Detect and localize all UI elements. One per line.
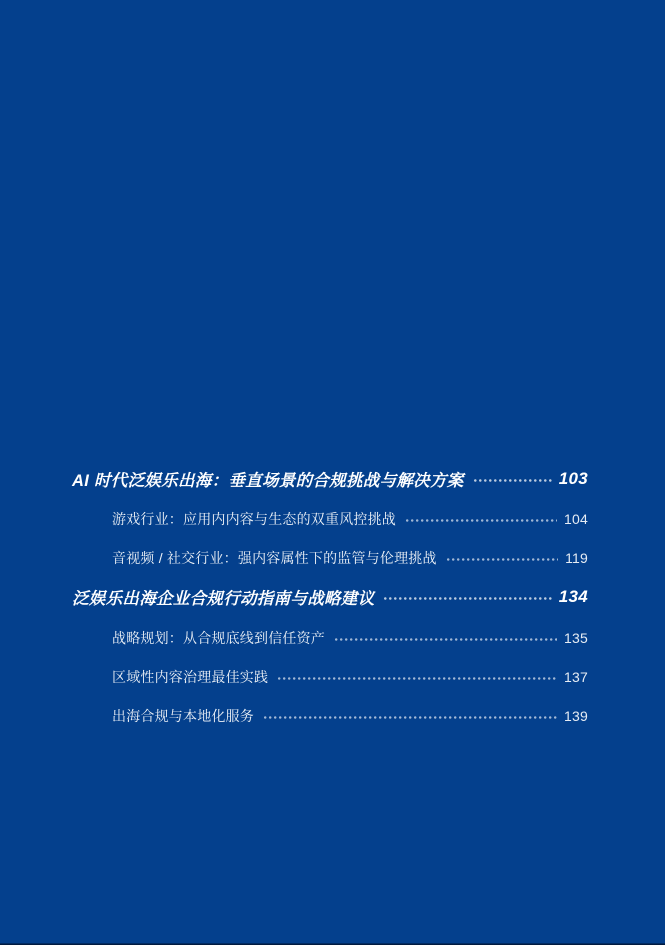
toc-entry-title: 区域性内容治理最佳实践 [112, 669, 269, 685]
toc-entry-section[interactable] [72, 627, 588, 649]
toc-entry-page: 139 [564, 708, 588, 724]
toc-entry-section[interactable] [72, 508, 588, 530]
toc-entry-title: 音视频 / 社交行业：强内容属性下的监管与伦理挑战 [112, 550, 437, 566]
toc-entry-title: 战略规划：从合规底线到信任资产 [112, 630, 325, 646]
toc-entry-page: 134 [558, 587, 588, 606]
dot-leader [384, 597, 551, 600]
toc-entry-page: 104 [564, 511, 588, 527]
toc-entry-title: AI 时代泛娱乐出海：垂直场景的合规挑战与解决方案 [72, 472, 464, 490]
toc-entry-page: 103 [558, 469, 588, 488]
toc-entry-title: 游戏行业：应用内内容与生态的双重风控挑战 [112, 511, 396, 527]
toc-entry-page: 137 [564, 669, 588, 685]
toc-entry-section[interactable] [72, 547, 588, 569]
toc-entry-page: 135 [564, 630, 588, 646]
dot-leader [474, 479, 552, 482]
toc-entry-section[interactable] [72, 666, 588, 688]
table-of-contents [72, 0, 588, 945]
dot-leader [335, 638, 557, 641]
dot-leader [278, 677, 557, 680]
toc-entry-page: 119 [565, 550, 588, 566]
dot-leader [264, 716, 557, 719]
toc-entry-chapter[interactable] [72, 466, 588, 492]
dot-leader [447, 558, 558, 561]
dot-leader [406, 519, 557, 522]
toc-entry-section[interactable] [72, 705, 588, 727]
toc-entry-title: 出海合规与本地化服务 [112, 708, 254, 724]
toc-entry-chapter[interactable] [72, 584, 588, 610]
toc-entry-title: 泛娱乐出海企业合规行动指南与战略建议 [72, 590, 375, 608]
